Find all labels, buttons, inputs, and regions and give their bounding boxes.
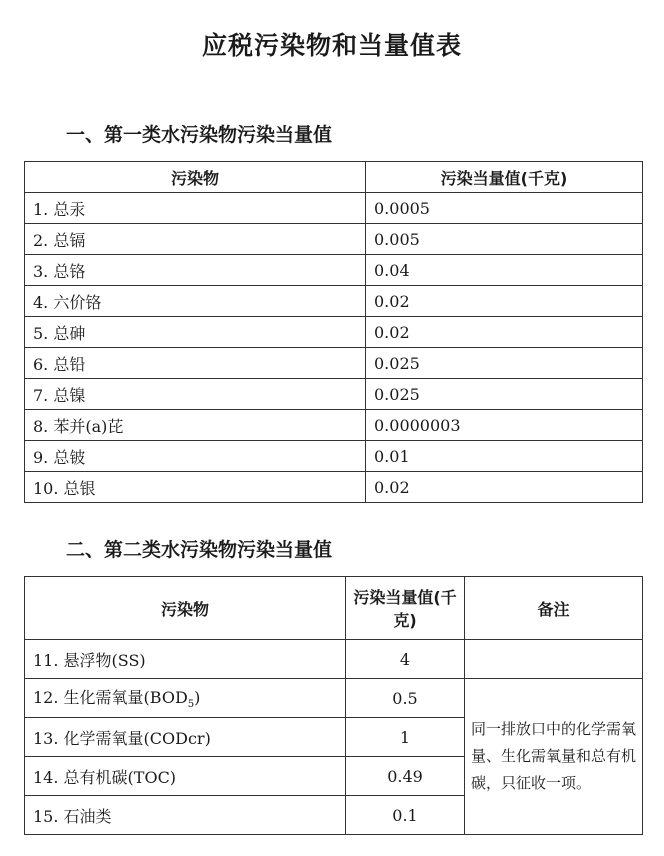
- equivalent-value-cell: 0.49: [346, 757, 465, 796]
- pollutant-name-cell: 7. 总镍: [25, 379, 366, 410]
- table-row: [25, 193, 643, 224]
- pollutant-name-cell: 9. 总铍: [25, 441, 366, 472]
- pollutant-name-cell: 15. 石油类: [25, 796, 346, 835]
- remarks-cell-empty: [465, 640, 643, 679]
- pollutant-name-cell: 2. 总镉: [25, 224, 366, 255]
- class-1-pollutant-table: [24, 161, 643, 503]
- remarks-note: 同一排放口中的化学需氧量、生化需氧量和总有机碳，只征收一项。: [465, 679, 643, 835]
- equivalent-value-cell: 0.005: [366, 224, 643, 255]
- table-row: [25, 286, 643, 317]
- table-row: [25, 410, 643, 441]
- pollutant-name-cell: 1. 总汞: [25, 193, 366, 224]
- class-2-pollutant-table: [24, 576, 643, 835]
- pollutant-name-cell: 11. 悬浮物(SS): [25, 640, 346, 679]
- column-header-pollutant: 污染物: [25, 162, 366, 193]
- column-header-remarks: 备注: [465, 577, 643, 640]
- column-header-equivalent-value: 污染当量值(千克): [366, 162, 643, 193]
- pollutant-name-cell: 4. 六价铬: [25, 286, 366, 317]
- pollutant-name-cell: 6. 总铅: [25, 348, 366, 379]
- equivalent-value-cell: 0.1: [346, 796, 465, 835]
- pollutant-name-cell: 14. 总有机碳(TOC): [25, 757, 346, 796]
- equivalent-value-cell: 0.02: [366, 472, 643, 503]
- section-2-heading: 二、第二类水污染物污染当量值: [66, 539, 333, 561]
- equivalent-value-cell: 0.01: [366, 441, 643, 472]
- equivalent-value-cell: 0.025: [366, 348, 643, 379]
- table-row: [25, 640, 643, 679]
- pollutant-name-cell: 13. 化学需氧量(CODcr): [25, 718, 346, 757]
- equivalent-value-cell: 0.02: [366, 317, 643, 348]
- equivalent-value-cell: 4: [346, 640, 465, 679]
- equivalent-value-cell: 0.0005: [366, 193, 643, 224]
- equivalent-value-cell: 0.5: [346, 679, 465, 718]
- table-row: [25, 255, 643, 286]
- pollutant-name-cell: 5. 总砷: [25, 317, 366, 348]
- page-title: 应税污染物和当量值表: [201, 31, 462, 60]
- equivalent-value-cell: 1: [346, 718, 465, 757]
- table-row: [25, 472, 643, 503]
- table-row: [25, 317, 643, 348]
- pollutant-name-cell: 3. 总铬: [25, 255, 366, 286]
- equivalent-value-cell: 0.02: [366, 286, 643, 317]
- equivalent-value-cell: 0.0000003: [366, 410, 643, 441]
- table-row: [25, 679, 643, 718]
- table-row: [25, 441, 643, 472]
- table-header-row: [25, 162, 643, 193]
- table-row: [25, 224, 643, 255]
- table-header-row: [25, 577, 643, 640]
- column-header-equivalent-value: 污染当量值(千克): [346, 577, 465, 640]
- pollutant-name-cell: 12. 生化需氧量$(BOD_5)$: [25, 679, 346, 718]
- table-row: [25, 379, 643, 410]
- equivalent-value-cell: 0.025: [366, 379, 643, 410]
- section-1-heading: 一、第一类水污染物污染当量值: [66, 124, 333, 146]
- table-row: [25, 348, 643, 379]
- pollutant-name-cell: 10. 总银: [25, 472, 366, 503]
- column-header-pollutant: 污染物: [25, 577, 346, 640]
- equivalent-value-cell: 0.04: [366, 255, 643, 286]
- pollutant-name-cell: 8. 苯并(a)芘: [25, 410, 366, 441]
